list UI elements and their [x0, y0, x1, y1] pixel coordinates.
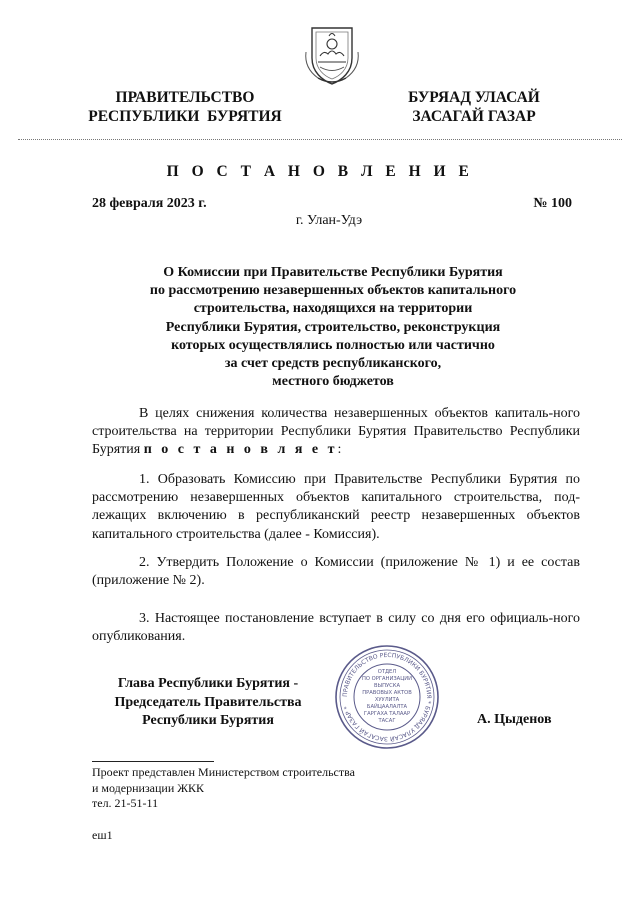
official-seal-icon [332, 644, 442, 750]
footnote [92, 765, 355, 812]
decree-word: п о с т а н о в л я е т [143, 442, 338, 458]
footnote-phone: тел. 21-51-11 [92, 796, 159, 810]
subject-line: строительства, находящихся на территории [193, 301, 473, 317]
subject-line: которых осуществлялись полностью или частично [171, 337, 495, 353]
decree-item-3: 3. Настоящее постановление вступает в силу со дня его официаль-ного опубликования. [92, 611, 580, 645]
signatory-title [92, 675, 324, 731]
document-type: П О С Т А Н О В Л Е Н И Е [166, 163, 474, 180]
document-number: № 100 [533, 196, 572, 211]
seal-line: ГАРГАХА ТАЛААР [363, 711, 411, 717]
header-divider [18, 139, 622, 140]
seal-line: ХУУЛИТА [374, 697, 400, 703]
seal-ring-text: ПРАВИТЕЛЬСТВО РЕСПУБЛИКИ БУРЯТИЯ * БУРЯАД УЛАСАЙ ЗАСАГАЙ ГАЗАР * [341, 651, 433, 743]
subject-line: Республики Бурятия, строительство, реконструкция [165, 319, 501, 335]
seal-line: ПО ОРГАНИЗАЦИИ [361, 676, 413, 682]
seal-line: БАЙЦААЛАЛТА [366, 704, 408, 710]
decree-colon: : [337, 442, 342, 458]
government-name-bua-line2: ЗАСАГАЙ ГАЗАР [412, 108, 536, 125]
seal-line: ТАСАГ [378, 718, 396, 724]
signatory-name: А. Цыденов [477, 712, 552, 727]
government-name-ru [78, 88, 292, 126]
subject-line: О Комиссии при Правительстве Республики Бурятия [163, 265, 503, 280]
government-name-ru-line2: РЕСПУБЛИКИ БУРЯТИЯ [88, 108, 282, 125]
subject-line: по рассмотрению незавершенных объектов капитального [149, 283, 517, 299]
preamble-text: В целях снижения количества незавершенных объектов капиталь-ного строительства на территории Республики Бурятия Правительство Республики Бурятия [92, 406, 580, 458]
signatory-title-line1: Глава Республики Бурятия - [117, 676, 299, 691]
signatory-title-line3: Республики Бурятия [142, 713, 274, 728]
seal-line: ВЫПУСКА [373, 683, 401, 689]
government-name-bua-line1: БУРЯАД УЛАСАЙ [408, 89, 540, 106]
government-name-bua [388, 88, 560, 126]
signatory-title-line2: Председатель Правительства [114, 694, 302, 710]
document-city: г. Улан-Удэ [295, 213, 363, 228]
seal-line: ПРАВОВЫХ АКТОВ [362, 690, 412, 696]
decree-item-1: 1. Образовать Комиссию при Правительстве Республики Бурятия по рассмотрению незавершенных объектов капитального строительства, под-лежащих включению в республиканский реестр незавершенных объектов капитального строительства (далее - Комиссия). [92, 472, 580, 542]
footnote-line2: и модернизации ЖКК [92, 780, 205, 795]
decree-item-2: 2. Утвердить Положение о Комиссии (приложение № 1) и ее состав (приложение № 2). [92, 555, 580, 589]
document-subject [92, 264, 574, 391]
footnote-divider [92, 761, 214, 762]
footnote-line1: Проект представлен Министерством строительства [92, 765, 355, 779]
subject-line: за счет средств республиканского, [224, 356, 442, 372]
seal-line: ОТДЕЛ [377, 669, 397, 675]
government-name-ru-line1: ПРАВИТЕЛЬСТВО [115, 89, 255, 106]
coat-of-arms-icon [302, 22, 362, 86]
preamble-paragraph [92, 405, 580, 460]
subject-line: местного бюджетов [272, 374, 394, 390]
document-date: 28 февраля 2023 г. [92, 196, 207, 211]
author-initials: еш1 [92, 828, 113, 842]
